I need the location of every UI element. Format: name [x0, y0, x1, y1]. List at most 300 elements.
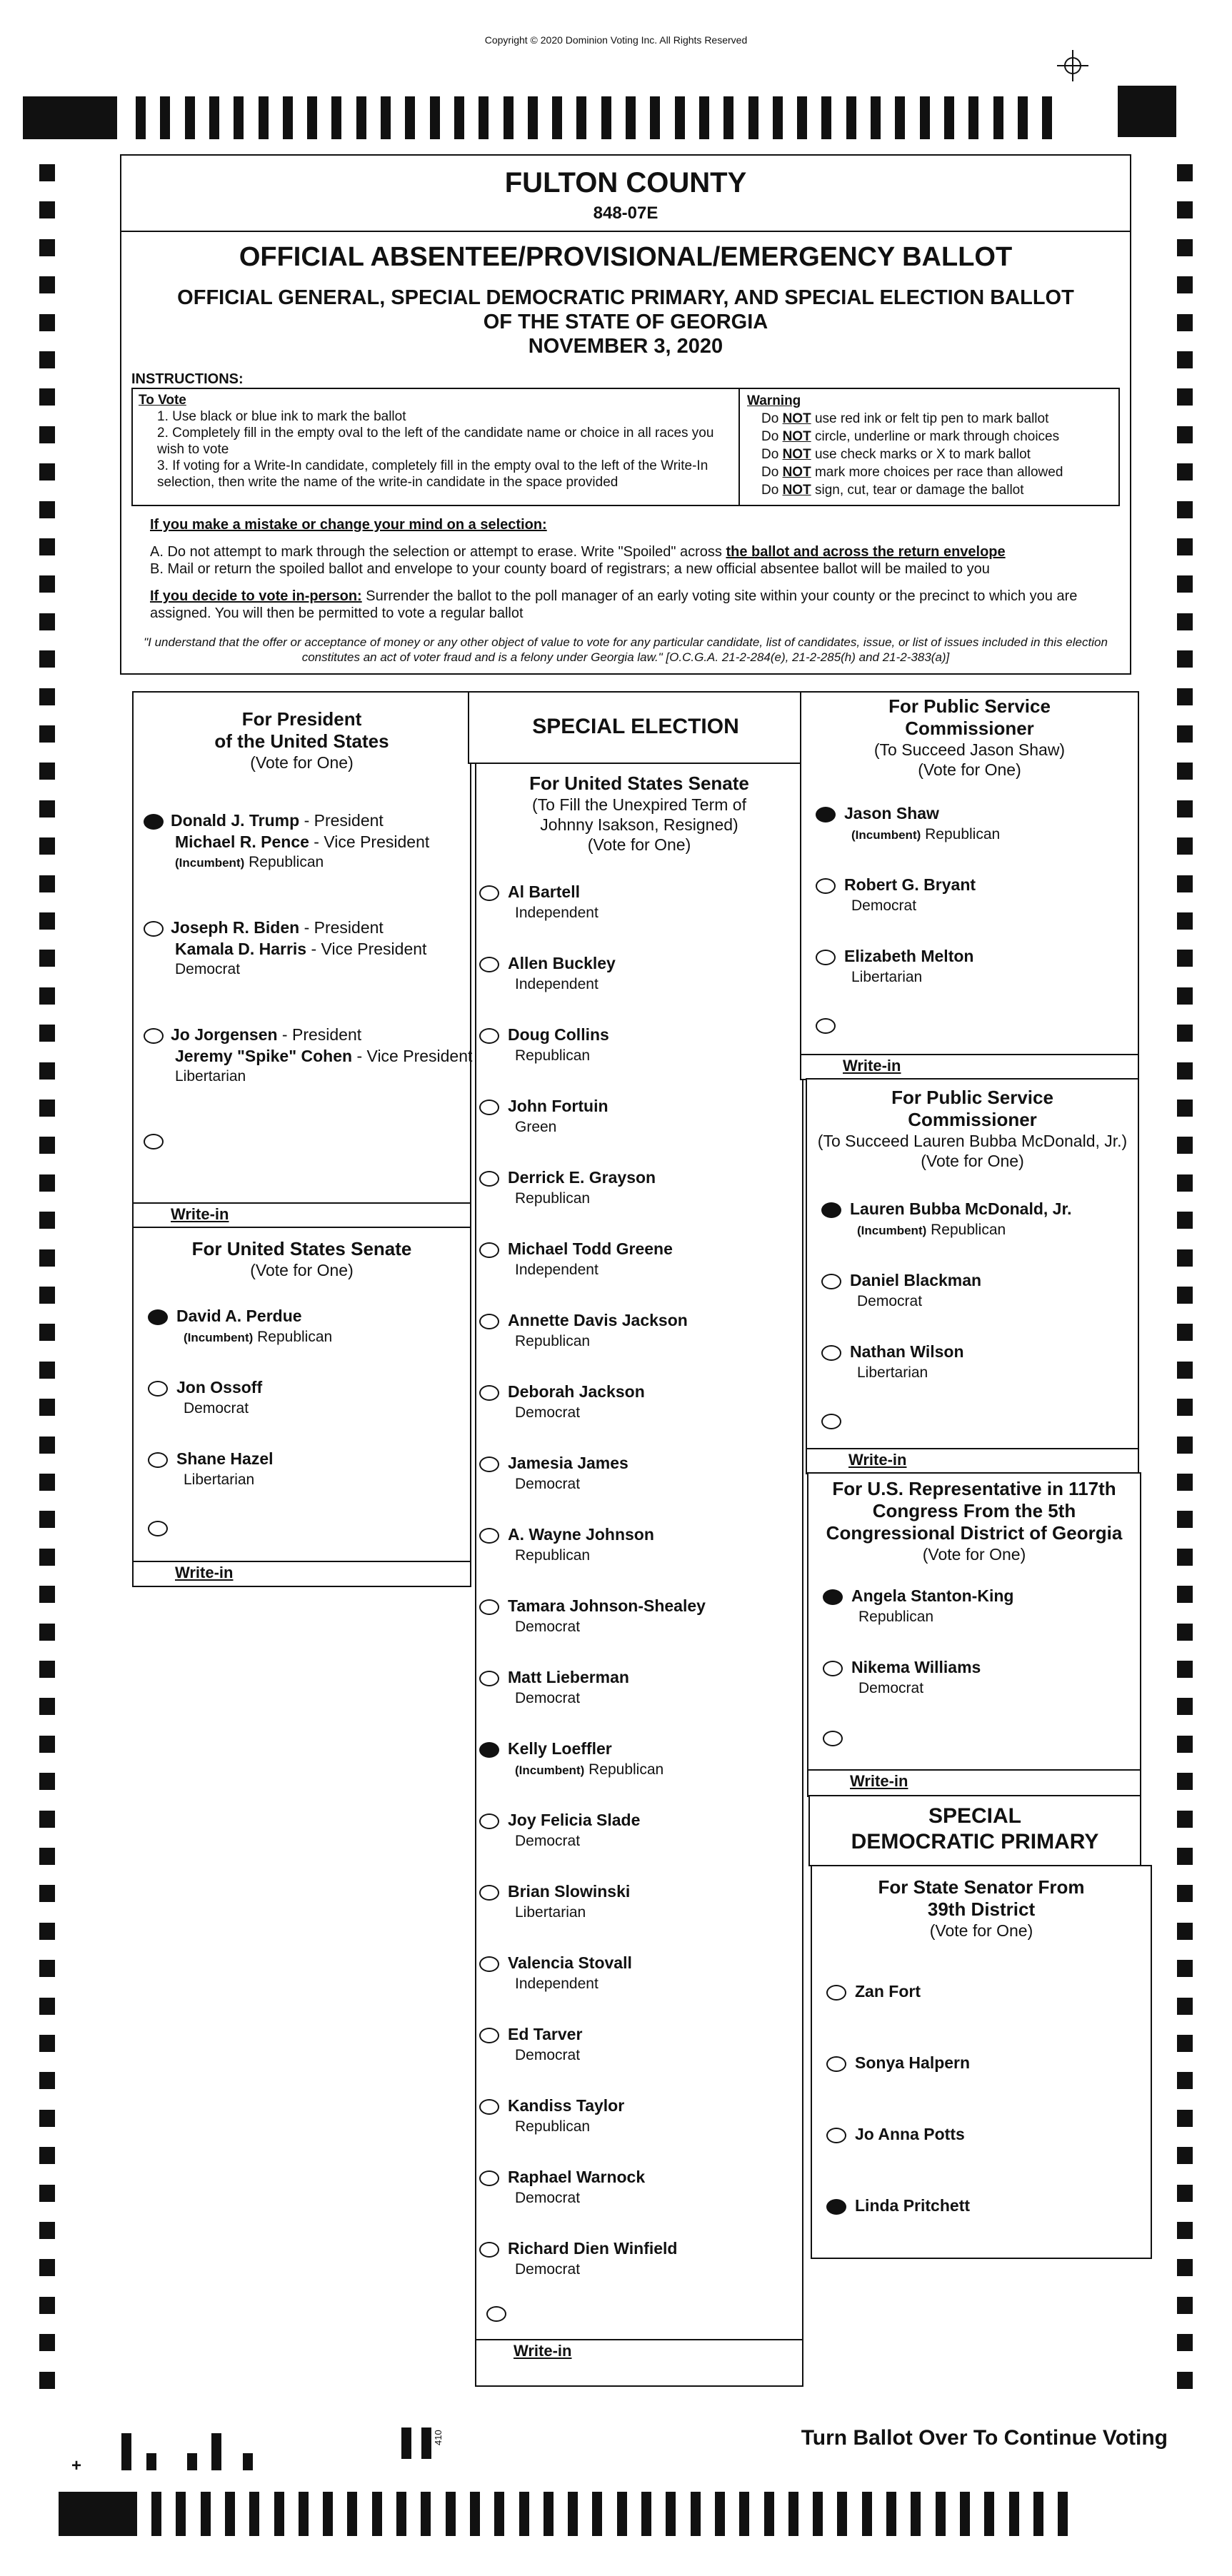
candidate-party: (Incumbent) Republican [175, 854, 324, 870]
vote-oval[interactable] [816, 878, 836, 894]
timing-bar [984, 2492, 994, 2536]
timing-mark [39, 2035, 55, 2052]
timing-bar [968, 96, 978, 139]
timing-mark [1177, 2222, 1193, 2239]
timing-mark [39, 1324, 55, 1341]
write-in-line[interactable] [476, 2339, 802, 2340]
write-in-oval[interactable] [148, 1521, 168, 1536]
vote-oval[interactable] [479, 1100, 499, 1115]
vote-oval[interactable] [148, 1309, 168, 1325]
timing-mark [1177, 1624, 1193, 1641]
write-in-label: Write-in [514, 2342, 572, 2360]
copyright-notice: Copyright © 2020 Dominion Voting Inc. All Rights Reserved [484, 34, 748, 46]
candidate-name: Annette Davis Jackson [508, 1311, 688, 1329]
vote-oval[interactable] [479, 2242, 499, 2258]
write-in-label: Write-in [175, 1564, 234, 1581]
timing-bar [1033, 2492, 1043, 2536]
timing-mark [1177, 239, 1193, 256]
timing-bar [307, 96, 317, 139]
candidate-party: Democrat [515, 1619, 581, 1635]
timing-mark [1177, 2147, 1193, 2164]
candidate-name: David A. Perdue [176, 1307, 302, 1325]
write-in-line[interactable] [801, 1054, 1138, 1055]
vote-oval[interactable] [479, 1885, 499, 1901]
candidate-name: Valencia Stovall [508, 1953, 632, 1972]
write-in-line[interactable] [807, 1448, 1138, 1449]
timing-mark [1177, 575, 1193, 593]
timing-mark [39, 1474, 55, 1491]
timing-bar [176, 2492, 186, 2536]
vote-oval[interactable] [479, 1671, 499, 1686]
timing-mark [1177, 1100, 1193, 1117]
write-in-oval[interactable] [486, 2306, 506, 2322]
registration-plus: + [71, 2456, 82, 2475]
candidate-name: Tamara Johnson-Shealey [508, 1596, 706, 1615]
write-in-line[interactable] [134, 1561, 470, 1562]
timing-mark [1177, 837, 1193, 855]
timing-mark [1177, 1998, 1193, 2015]
warning-item: Do NOT circle, underline or mark through choices [761, 429, 1060, 444]
vote-oval[interactable] [479, 885, 499, 901]
timing-mark [1177, 1549, 1193, 1566]
candidate-name: Robert G. Bryant [844, 875, 976, 894]
timing-bar [993, 96, 1003, 139]
write-in-label: Write-in [171, 1205, 229, 1223]
mistake-instructions: If you make a mistake or change your mind on a selection: A. Do not attempt to mark through the selection or attempt to erase. Write "Spoiled" across the ballot and across the return envelope B. Mail or return the spoiled ballot and envelope to your county board of registrars; a new official absentee ballot will be mailed to you If you decide to vote in-person: Surrender the ballot to the poll manager of an early voting site within your county or the precinct to which you are assigned. You will then be permitted to vote a regular ballot [150, 517, 1078, 621]
vote-oval[interactable] [479, 2170, 499, 2186]
candidate-name: Joy Felicia Slade [508, 1811, 641, 1829]
timing-bar [626, 96, 636, 139]
timing-bar [617, 2492, 627, 2536]
timing-mark [39, 1586, 55, 1603]
candidate-party: Democrat [857, 1293, 923, 1309]
vote-oval[interactable] [479, 1385, 499, 1401]
contest-president: For President of the United States (Vote for One) Donald J. Trump - President Michael R. Pence - Vice President (Incumbent) Republican Joseph R. Biden - President Kamala D. Harris - Vice President Democrat Jo Jorgensen - President Jeremy "Spike" Cohen - Vice President Libertarian Write-in [132, 691, 471, 1228]
candidate-party: Democrat [515, 1833, 581, 1849]
timing-bar [136, 96, 146, 139]
timing-bar [528, 96, 538, 139]
timing-bar [813, 2492, 823, 2536]
write-in-label: Write-in [850, 1772, 908, 1790]
timing-bar [1018, 96, 1028, 139]
warning-item: Do NOT use check marks or X to mark ballot [761, 447, 1031, 462]
vote-oval[interactable] [826, 1985, 846, 2001]
write-in-line[interactable] [808, 1769, 1140, 1771]
candidate-party: Libertarian [515, 1904, 586, 1921]
candidate-name: Lauren Bubba McDonald, Jr. [850, 1199, 1072, 1218]
timing-mark [1177, 2035, 1193, 2052]
ballot-code: 848-07E [121, 199, 1130, 232]
timing-mark [39, 1960, 55, 1977]
timing-mark [1177, 1736, 1193, 1753]
running-mate-name: Michael R. Pence - Vice President [175, 832, 430, 851]
vote-oval[interactable] [826, 2199, 846, 2215]
timing-bar [225, 2492, 235, 2536]
candidate-party: Democrat [858, 1680, 924, 1696]
code-mark [187, 2453, 197, 2470]
vote-oval[interactable] [479, 1314, 499, 1329]
timing-bar [209, 96, 219, 139]
write-in-label: Write-in [848, 1451, 907, 1469]
timing-mark [39, 2185, 55, 2202]
candidate-name: Derrick E. Grayson [508, 1168, 656, 1187]
timing-mark [39, 1249, 55, 1267]
timing-mark [1177, 538, 1193, 555]
timing-mark [1177, 1811, 1193, 1828]
timing-mark [39, 239, 55, 256]
timing-mark [39, 1100, 55, 1117]
write-in-line[interactable] [134, 1202, 470, 1204]
timing-mark [1177, 1661, 1193, 1678]
candidate-name: Raphael Warnock [508, 2168, 646, 2186]
timing-mark [39, 613, 55, 630]
timing-mark [1177, 1474, 1193, 1491]
vote-oval[interactable] [821, 1274, 841, 1289]
timing-mark [39, 688, 55, 705]
candidate-party: Independent [515, 1262, 599, 1278]
vote-oval[interactable] [816, 807, 836, 822]
timing-mark [39, 950, 55, 967]
timing-mark [1177, 2110, 1193, 2127]
vote-oval[interactable] [821, 1202, 841, 1218]
write-in-oval[interactable] [816, 1018, 836, 1034]
timing-bar [331, 96, 341, 139]
candidate-name: Kelly Loeffler [508, 1739, 612, 1758]
contest-psc-mcdonald: For Public Service Commissioner (To Succeed Lauren Bubba McDonald, Jr.) (Vote for One) Lauren Bubba McDonald, Jr. (Incumbent) Republican Daniel Blackman Democrat Nathan Wilson Libertarian Write-in [806, 1078, 1139, 1474]
timing-mark [1177, 987, 1193, 1005]
candidate-name: Nathan Wilson [850, 1342, 964, 1361]
timing-mark [1177, 463, 1193, 481]
timing-bar [552, 96, 562, 139]
candidate-party: Libertarian [175, 1068, 246, 1085]
timing-mark [1177, 725, 1193, 743]
timing-bar [936, 2492, 946, 2536]
timing-mark [1177, 2072, 1193, 2089]
candidate-party: Green [515, 1119, 557, 1135]
timing-mark [1177, 613, 1193, 630]
timing-bar [764, 2492, 774, 2536]
timing-bar [821, 96, 831, 139]
timing-mark [39, 426, 55, 443]
timing-mark [1177, 426, 1193, 443]
warning-item: Do NOT sign, cut, tear or damage the ballot [761, 483, 1024, 498]
candidate-name: Elizabeth Melton [844, 947, 974, 965]
contest-us-senate: For United States Senate (Vote for One) David A. Perdue (Incumbent) Republican Jon Ossoff Democrat Shane Hazel Libertarian Write-in [132, 1227, 471, 1587]
candidate-party: (Incumbent) Republican [857, 1222, 1006, 1238]
candidate-party: Republican [858, 1609, 934, 1625]
vote-oval[interactable] [479, 957, 499, 972]
write-in-label: Write-in [843, 1057, 901, 1075]
timing-bar [739, 2492, 749, 2536]
timing-mark [1177, 950, 1193, 967]
timing-bar [723, 96, 733, 139]
vote-oval[interactable] [144, 1028, 164, 1044]
timing-bar [650, 96, 660, 139]
timing-mark [1177, 1025, 1193, 1042]
vote-oval[interactable] [148, 1452, 168, 1468]
timing-mark [1177, 1174, 1193, 1192]
timing-mark [39, 201, 55, 218]
timing-mark [1177, 1511, 1193, 1528]
timing-mark [39, 912, 55, 930]
timing-mark [39, 1511, 55, 1528]
timing-bar [691, 2492, 701, 2536]
write-in-oval[interactable] [821, 1414, 841, 1429]
timing-mark [39, 1137, 55, 1154]
candidate-party: Democrat [851, 897, 917, 914]
timing-mark [1177, 1287, 1193, 1304]
turn-over-notice: Turn Ballot Over To Continue Voting [801, 2426, 1168, 2450]
timing-mark [39, 2259, 55, 2276]
timing-mark [39, 1885, 55, 1902]
vote-oval[interactable] [826, 2128, 846, 2143]
timing-bar [748, 96, 758, 139]
timing-bar [470, 2492, 480, 2536]
vote-oval[interactable] [479, 1242, 499, 1258]
special-election-heading: SPECIAL ELECTION [468, 691, 803, 764]
legal-notice: "I understand that the offer or acceptance of money or any other object of value to vote for any particular candidate, list of candidates, issue, or list of issues included in this election constitutes an act of voter fraud and is a felony under Georgia law." [O.C.G.A. 21-2-284(e), 21-2-285(h) and 21-2-383(a)] [144, 635, 1108, 664]
timing-mark [1177, 201, 1193, 218]
candidate-name: John Fortuin [508, 1097, 609, 1115]
candidate-name: Ed Tarver [508, 2025, 583, 2043]
vote-oval[interactable] [144, 814, 164, 830]
timing-mark [1177, 2334, 1193, 2351]
timing-bar [788, 2492, 798, 2536]
candidate-party: Democrat [515, 2261, 581, 2278]
candidate-name: Jo Jorgensen - President [171, 1025, 362, 1044]
timing-mark [39, 1661, 55, 1678]
contest-special-senate: For United States Senate (To Fill the Unexpired Term of Johnny Isakson, Resigned) (Vote for One) Al Bartell Independent Allen Buckley Independent Doug Collins Republican John Fortuin Green Derrick E. Grayson Republican Michael Todd Greene Independent Annette Davis Jackson Republican Deborah Jackson Democrat Jamesia James Democrat A. Wayne Johnson Republican Tamara Johnson-Shealey Democrat Matt Lieberman Democrat Kelly Loeffler (Incumbent) Republican Joy Felicia Slade Democrat Brian Slowinski Libertarian Valencia Stovall Independent Ed Tarver Democrat Kandiss Taylor Republican Raphael Warnock Democrat Richard Dien Winfield Democrat Write-in [475, 763, 803, 2387]
timing-bar [381, 96, 391, 139]
timing-mark [39, 1998, 55, 2015]
warning-item: Do NOT mark more choices per race than allowed [761, 465, 1063, 480]
timing-bar [886, 2492, 896, 2536]
crosshair-registration-icon [1057, 50, 1088, 81]
timing-block [59, 2492, 137, 2536]
candidate-party: (Incumbent) Republican [515, 1761, 664, 1778]
timing-mark [39, 1362, 55, 1379]
candidate-name: Richard Dien Winfield [508, 2239, 678, 2258]
candidate-name: Sonya Halpern [855, 2053, 971, 2072]
timing-bar [396, 2492, 406, 2536]
candidate-party: (Incumbent) Republican [184, 1329, 333, 1345]
write-in-oval[interactable] [144, 1134, 164, 1149]
timing-mark [39, 2072, 55, 2089]
vote-oval[interactable] [479, 2028, 499, 2043]
candidate-party: Independent [515, 976, 599, 992]
timing-bar [715, 2492, 725, 2536]
vote-oval[interactable] [816, 950, 836, 965]
timing-bar [1058, 2492, 1068, 2536]
vote-oval[interactable] [479, 1599, 499, 1615]
timing-mark [1177, 2259, 1193, 2276]
timing-mark [39, 2334, 55, 2351]
timing-mark [39, 1437, 55, 1454]
timing-mark [1177, 1923, 1193, 1940]
candidate-party: Republican [515, 1190, 591, 1207]
vote-oval[interactable] [479, 1528, 499, 1544]
timing-mark [1177, 2185, 1193, 2202]
timing-bar [323, 2492, 333, 2536]
candidate-name: Jo Anna Potts [855, 2125, 965, 2143]
timing-mark [39, 388, 55, 406]
to-vote-instructions: To Vote 1. Use black or blue ink to mark the ballot 2. Completely fill in the empty oval to the left of the candidate name or choice in all races you wish to vote 3. If voting for a Write-In candidate, completely fill in the empty oval to the left of the Write-In selection, then write the name of the write-in candidate in the space provided [133, 389, 740, 505]
timing-mark [39, 276, 55, 293]
timing-bar [568, 2492, 578, 2536]
timing-bar [576, 96, 586, 139]
warning-item: Do NOT use red ink or felt tip pen to mark ballot [761, 411, 1049, 426]
timing-bar [356, 96, 366, 139]
timing-mark [1177, 1586, 1193, 1603]
timing-bar [249, 2492, 259, 2536]
candidate-party: Libertarian [184, 1471, 255, 1488]
running-mate-name: Jeremy "Spike" Cohen - Vice President [175, 1047, 473, 1065]
timing-mark [1177, 1212, 1193, 1229]
timing-bar [846, 96, 856, 139]
timing-mark [1177, 314, 1193, 331]
write-in-oval[interactable] [823, 1731, 843, 1746]
candidate-name: Allen Buckley [508, 954, 616, 972]
candidate-name: Shane Hazel [176, 1449, 274, 1468]
candidate-name: Deborah Jackson [508, 1382, 645, 1401]
timing-mark [1177, 276, 1193, 293]
candidate-party: Republican [515, 1547, 591, 1564]
timing-mark [39, 1212, 55, 1229]
timing-bar [920, 96, 930, 139]
running-mate-name: Kamala D. Harris - Vice President [175, 940, 427, 958]
timing-bar [479, 96, 489, 139]
candidate-party: Democrat [515, 1690, 581, 1706]
timing-mark [1177, 1848, 1193, 1865]
timing-bar [675, 96, 685, 139]
candidate-party: Democrat [184, 1400, 249, 1417]
timing-mark [39, 1624, 55, 1641]
timing-mark [39, 650, 55, 668]
timing-bar [837, 2492, 847, 2536]
timing-bar [421, 2492, 431, 2536]
timing-mark [1177, 2372, 1193, 2389]
timing-mark [1177, 388, 1193, 406]
timing-mark [39, 1549, 55, 1566]
timing-mark [39, 2110, 55, 2127]
candidate-name: Jamesia James [508, 1454, 628, 1472]
timing-bar [201, 2492, 211, 2536]
timing-mark [1177, 501, 1193, 518]
vote-oval[interactable] [148, 1381, 168, 1397]
timing-bar [160, 96, 170, 139]
candidate-party: Democrat [175, 961, 241, 977]
candidate-name: Kandiss Taylor [508, 2096, 625, 2115]
vote-oval[interactable] [479, 2099, 499, 2115]
timing-bar [299, 2492, 309, 2536]
county-name: FULTON COUNTY [504, 167, 747, 198]
candidate-name: Nikema Williams [851, 1658, 981, 1676]
timing-mark [1177, 1960, 1193, 1977]
contest-state-senator: For State Senator From 39th District (Vote for One) Zan Fort Sonya Halpern Jo Anna Potts Linda Pritchett [811, 1865, 1152, 2259]
timing-bar [519, 2492, 529, 2536]
timing-bar [944, 96, 954, 139]
candidate-name: Jon Ossoff [176, 1378, 263, 1397]
candidate-party: Democrat [515, 2047, 581, 2063]
vote-oval[interactable] [479, 1742, 499, 1758]
candidate-party: Democrat [515, 2190, 581, 2206]
timing-mark [1177, 1362, 1193, 1379]
candidate-party: Republican [515, 2118, 591, 2135]
timing-mark [39, 1736, 55, 1753]
timing-bar [494, 2492, 504, 2536]
vote-oval[interactable] [823, 1661, 843, 1676]
timing-bar [372, 2492, 382, 2536]
timing-mark [39, 164, 55, 181]
vote-oval[interactable] [479, 1956, 499, 1972]
vote-oval[interactable] [144, 921, 164, 937]
vote-oval[interactable] [826, 2056, 846, 2072]
timing-bar [601, 96, 611, 139]
candidate-name: Linda Pritchett [855, 2196, 971, 2215]
timing-mark [1177, 351, 1193, 368]
timing-mark [1177, 1399, 1193, 1416]
timing-bar [151, 2492, 161, 2536]
timing-bar [862, 2492, 872, 2536]
candidate-name: Jason Shaw [844, 804, 939, 822]
timing-bar [430, 96, 440, 139]
candidate-name: Donald J. Trump - President [171, 811, 384, 830]
timing-bar [797, 96, 807, 139]
timing-bar [454, 96, 464, 139]
timing-mark [1177, 875, 1193, 892]
code-mark [401, 2427, 411, 2459]
candidate-party: Libertarian [857, 1364, 928, 1381]
timing-bar [895, 96, 905, 139]
candidate-name: Doug Collins [508, 1025, 609, 1044]
timing-bar [234, 96, 244, 139]
timing-bar [1009, 2492, 1019, 2536]
timing-mark [39, 2222, 55, 2239]
timing-mark [1177, 688, 1193, 705]
vote-oval[interactable] [823, 1589, 843, 1605]
candidate-party: Independent [515, 1976, 599, 1992]
timing-mark [1177, 164, 1193, 181]
vote-oval[interactable] [479, 1028, 499, 1044]
ballot-subtitle: OFFICIAL GENERAL, SPECIAL DEMOCRATIC PRIMARY, AND SPECIAL ELECTION BALLOT OF THE STATE OF GEORGIA NOVEMBER 3, 2020 [177, 286, 1074, 358]
timing-mark [1177, 1698, 1193, 1715]
timing-bar [911, 2492, 921, 2536]
candidate-name: Daniel Blackman [850, 1271, 982, 1289]
timing-mark [1177, 1324, 1193, 1341]
timing-mark [39, 1923, 55, 1940]
vote-oval[interactable] [479, 1171, 499, 1187]
vote-oval[interactable] [479, 1813, 499, 1829]
timing-bar [347, 2492, 357, 2536]
candidate-party: (Incumbent) Republican [851, 826, 1001, 842]
timing-mark [1177, 1437, 1193, 1454]
timing-mark [1177, 1773, 1193, 1790]
timing-mark [1177, 1249, 1193, 1267]
timing-bar [641, 2492, 651, 2536]
vote-oval[interactable] [479, 1456, 499, 1472]
ballot-header [120, 154, 1131, 675]
timing-mark [39, 1811, 55, 1828]
timing-mark [1177, 912, 1193, 930]
candidate-name: Joseph R. Biden - President [171, 918, 384, 937]
candidate-name: Brian Slowinski [508, 1882, 631, 1901]
candidate-name: Angela Stanton-King [851, 1586, 1014, 1605]
timing-bar [504, 96, 514, 139]
timing-bar [960, 2492, 970, 2536]
vote-oval[interactable] [821, 1345, 841, 1361]
timing-mark [39, 2372, 55, 2389]
candidate-party: Republican [515, 1333, 591, 1349]
